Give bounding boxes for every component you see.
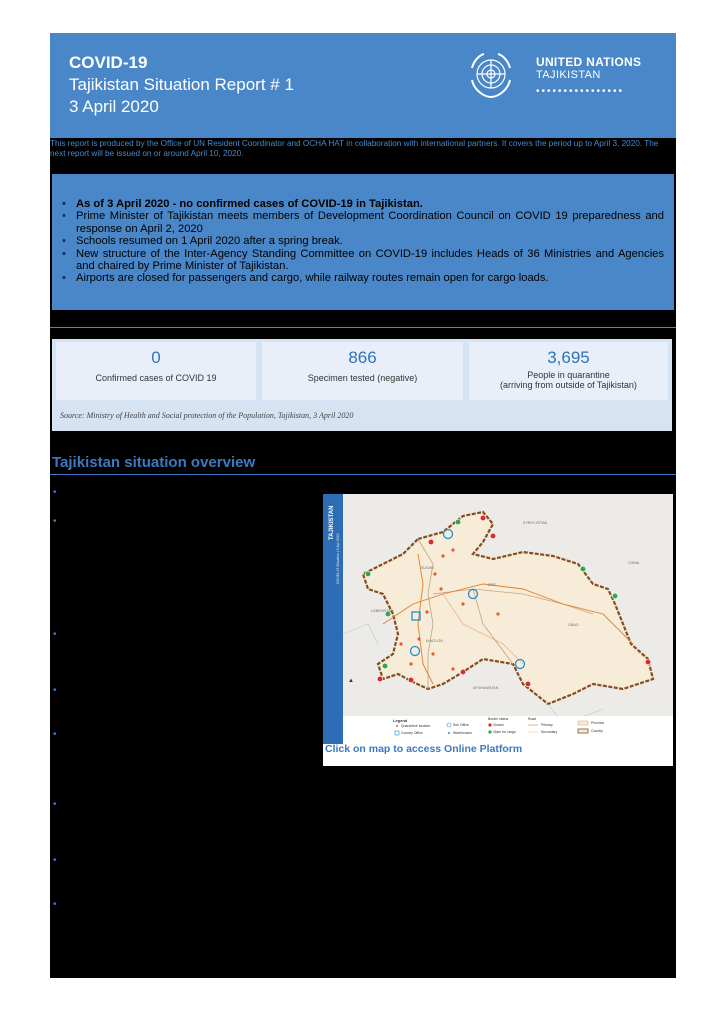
org-country: TAJIKISTAN [536,69,601,81]
map-legend-border-status: Border status [488,717,509,721]
bullet-marker: • [53,629,57,640]
svg-text:KYRGYZSTAN: KYRGYZSTAN [523,521,548,525]
map-legend-road: Road [528,717,537,721]
map-online-platform-link[interactable]: Click on map to access Online Platform [325,743,523,755]
highlight-item: • As of 3 April 2020 - no confirmed cases of COVID-19 in Tajikistan. [76,198,664,210]
stat-label: Specimen tested (negative) [307,373,418,383]
map-legend-country-office: Country Office [401,731,423,735]
bullet-marker: • [53,487,57,498]
bullet-marker: • [53,899,57,910]
map-legend-secondary: Secondary [541,730,558,734]
section-divider [50,327,676,328]
map-side-title: TAJIKISTAN [329,505,335,540]
svg-text:DRS: DRS [488,583,496,587]
report-header [50,33,676,138]
report-page [50,33,676,978]
svg-text:SUGHD: SUGHD [421,566,434,570]
org-name: UNITED NATIONS [536,55,642,69]
highlight-item: • Airports are closed for passengers and cargo, while railway routes remain open for cargo loads. [76,272,664,284]
map-legend-open-cargo: Open for cargo [493,730,516,734]
intro-text: This report is produced by the Office of UN Resident Coordinator and OCHA HAT in collaboration with international partners. It covers the period up to April 3, 2020. The next report will be issued on or around April 10, 2020. [50,139,659,158]
map-legend-province: Province [591,721,605,725]
stat-specimens-tested [262,342,463,400]
stat-label: People in quarantine [527,370,610,380]
source-note: Source: Ministry of Health and Social protection of the Population, Tajikistan, 3 April 2020 [60,411,354,420]
svg-text:CHINA: CHINA [628,561,640,565]
bullet-marker: • [53,855,57,866]
stat-people-quarantine [469,342,668,400]
bullet-marker: • [53,685,57,696]
map-legend-primary: Primary [541,723,553,727]
overview-heading: Tajikistan situation overview [52,454,256,471]
svg-text:KHATLON: KHATLON [426,639,443,643]
map-legend-title: Legend [393,718,408,723]
highlight-item: • Schools resumed on 1 April 2020 after a spring break. [76,235,664,247]
map-legend-sub-office: Sub Office [453,723,469,727]
svg-text:▲: ▲ [348,678,354,684]
highlights-box [52,174,674,310]
stat-value: 3,695 [547,348,590,367]
report-title: COVID-19 [69,53,148,72]
report-subtitle: Tajikistan Situation Report # 1 [69,75,294,94]
overview-divider [50,474,676,475]
stat-confirmed-cases [56,342,256,400]
svg-text:UZBEKISTAN: UZBEKISTAN [371,609,394,613]
report-date: 3 April 2020 [69,97,159,116]
svg-text:AFGHANISTAN: AFGHANISTAN [473,686,499,690]
bullet-marker: • [53,799,57,810]
map-legend-country: Country [591,729,603,733]
map-legend-warehouses: Warehouses [453,731,472,735]
highlight-item: • New structure of the Inter-Agency Standing Committee on COVID-19 includes Heads of 36 Ministries and Agencies and chaired by Prime Minister of Tajikistan. [76,248,664,273]
highlight-item: • Prime Minister of Tajikistan meets members of Development Coordination Council on COVID 19 preparedness and response on April 2, 2020 [76,210,664,235]
stat-label: Confirmed cases of COVID 19 [95,373,217,383]
situation-map[interactable] [323,494,673,766]
bullet-marker: • [53,729,57,740]
key-figures [52,339,672,431]
map-side-subtitle: COVID-19 Situation | 3 Apr 2020 [336,533,340,584]
stat-value: 0 [151,348,161,367]
map-legend-quarantine: Quarantine location [401,724,431,728]
map-legend-closed: Closed [493,723,504,727]
un-emblem-icon [466,50,516,100]
bullet-marker: • [53,516,57,527]
stat-value: 866 [348,348,377,367]
org-dots: •••••••••••••••• [536,86,625,97]
svg-text:GBAO: GBAO [568,623,579,627]
stat-label-note: (arriving from outside of Tajikistan) [500,380,637,390]
map-graphic [323,494,673,766]
